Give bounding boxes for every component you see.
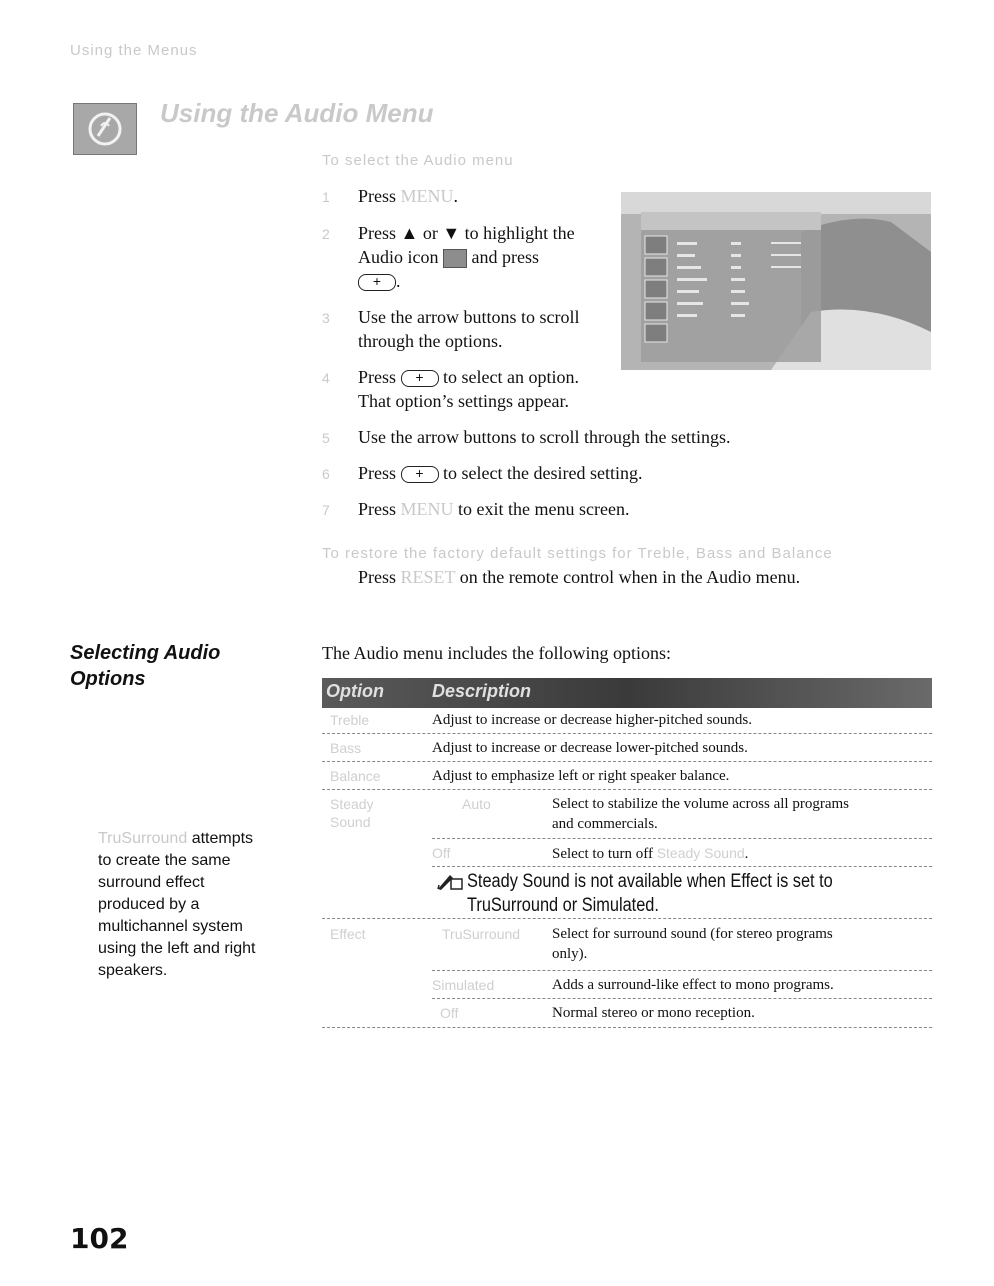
running-head: Using the Menus — [70, 42, 198, 59]
step-1 — [322, 184, 458, 209]
table-bottom-rule — [322, 1027, 932, 1028]
desc-ref: Steady Sound — [656, 845, 745, 861]
sidebar-line: to create the same — [98, 852, 231, 869]
step-7 — [322, 497, 629, 522]
desc-line: Select to stabilize the volume across all programs — [552, 796, 849, 812]
step-text: Press — [358, 367, 397, 387]
option-label-line: Steady — [330, 796, 374, 812]
page-title: Using the Audio Menu — [160, 98, 434, 128]
note-text — [467, 870, 833, 918]
step-text: Audio icon — [358, 247, 439, 267]
note-line: Steady Sound is not available when Effect is set to — [467, 871, 833, 892]
row-divider — [322, 733, 932, 734]
sidebar-line: surround effect — [98, 874, 205, 891]
step-text: Use the arrow buttons to scroll through the settings. — [358, 427, 731, 447]
step-number: 4 — [322, 370, 330, 386]
step-text: . — [396, 271, 401, 291]
step-number: 2 — [322, 226, 330, 242]
option-steady-sound — [330, 795, 374, 831]
setting-off: Off — [440, 1005, 459, 1021]
step-text: to select an option. — [443, 367, 579, 387]
setting-trusurround: TruSurround — [442, 926, 521, 942]
setting-auto-desc — [552, 794, 849, 834]
sidebar-lead: TruSurround — [98, 830, 188, 847]
subhead-select-audio-menu: To select the Audio menu — [322, 152, 514, 169]
section-title-line: Options — [70, 668, 146, 690]
column-header-option: Option — [326, 681, 384, 701]
sidebar-line: produced by a — [98, 896, 200, 913]
option-label-line: Sound — [330, 814, 371, 830]
sidebar-line: speakers. — [98, 962, 168, 979]
audio-icon — [443, 249, 467, 268]
step-3 — [322, 305, 579, 353]
step-text: . — [453, 186, 459, 206]
step-text: Press — [358, 499, 397, 519]
sidebar-line: attempts — [191, 830, 254, 847]
subhead-restore-defaults: To restore the factory default settings for Treble, Bass and Balance — [322, 545, 833, 562]
step-text: Press — [358, 463, 397, 483]
desc-line: only). — [552, 946, 588, 962]
option-balance-desc: Adjust to emphasize left or right speaker balance. — [432, 768, 730, 784]
setting-off: Off — [432, 845, 451, 861]
setting-trusurround-desc — [552, 924, 833, 964]
option-treble: Treble — [330, 712, 370, 728]
step-text: to exit the menu screen. — [458, 499, 630, 519]
sidebar-tip — [70, 828, 290, 982]
section-intro: The Audio menu includes the following options: — [322, 643, 671, 663]
step-text: Press — [358, 186, 397, 206]
desc-line: Select for surround sound (for stereo programs — [552, 926, 833, 942]
section-title-line: Selecting Audio — [70, 642, 221, 664]
menu-key-label: MENU — [400, 186, 454, 206]
option-treble-desc: Adjust to increase or decrease higher-pitched sounds. — [432, 712, 753, 728]
sidebar-line: using the left and right — [98, 940, 256, 957]
step-number: 5 — [322, 430, 330, 446]
setting-off-desc: Normal stereo or mono reception. — [552, 1005, 755, 1021]
menu-key-label: MENU — [400, 499, 454, 519]
step-5 — [322, 425, 730, 450]
column-header-description: Description — [432, 681, 532, 701]
plus-button-icon: + — [401, 466, 439, 483]
row-divider — [432, 970, 932, 971]
option-bass-desc: Adjust to increase or decrease lower-pitched sounds. — [432, 740, 748, 756]
step-number: 6 — [322, 466, 330, 482]
desc-text: Select to turn off — [552, 846, 653, 862]
setting-auto: Auto — [462, 796, 491, 812]
step-4 — [322, 365, 579, 413]
row-divider — [432, 838, 932, 839]
setting-off-desc — [552, 843, 748, 864]
audio-icon — [73, 103, 137, 155]
row-divider — [432, 866, 932, 867]
step-text: to select the desired setting. — [443, 463, 643, 483]
step-text: and press — [471, 247, 539, 267]
row-divider — [322, 789, 932, 790]
row-divider — [432, 998, 932, 999]
table-header — [322, 678, 932, 708]
step-text: on the remote control when in the Audio menu. — [459, 567, 801, 587]
step-6 — [322, 461, 642, 486]
reset-step — [322, 565, 800, 589]
setting-simulated-desc: Adds a surround-like effect to mono programs. — [552, 977, 834, 993]
plus-button-icon: + — [401, 370, 439, 387]
desc-line: and commercials. — [552, 816, 658, 832]
row-divider — [322, 761, 932, 762]
desc-text: . — [744, 846, 749, 862]
step-number: 3 — [322, 310, 330, 326]
option-balance: Balance — [330, 768, 381, 784]
option-bass: Bass — [330, 740, 362, 756]
option-effect: Effect — [330, 926, 366, 942]
step-text: Press — [358, 567, 397, 587]
step-number: 7 — [322, 502, 330, 518]
audio-menu-screen-illustration — [621, 192, 931, 370]
reset-key-label: RESET — [400, 567, 456, 587]
section-title — [70, 640, 220, 692]
note-pencil-icon — [436, 871, 464, 896]
step-text: through the options. — [358, 331, 503, 351]
page-number: 102 — [70, 1222, 129, 1255]
plus-button-icon: + — [358, 274, 396, 291]
row-divider — [322, 918, 932, 919]
note-line: TruSurround or Simulated. — [467, 895, 659, 916]
sidebar-line: multichannel system — [98, 918, 243, 935]
step-number: 1 — [322, 189, 330, 205]
setting-simulated: Simulated — [432, 977, 495, 993]
step-text: Press ▲ or ▼ to highlight the — [358, 223, 575, 243]
step-text: That option’s settings appear. — [358, 391, 569, 411]
step-2 — [322, 221, 575, 293]
step-text: Use the arrow buttons to scroll — [358, 307, 580, 327]
